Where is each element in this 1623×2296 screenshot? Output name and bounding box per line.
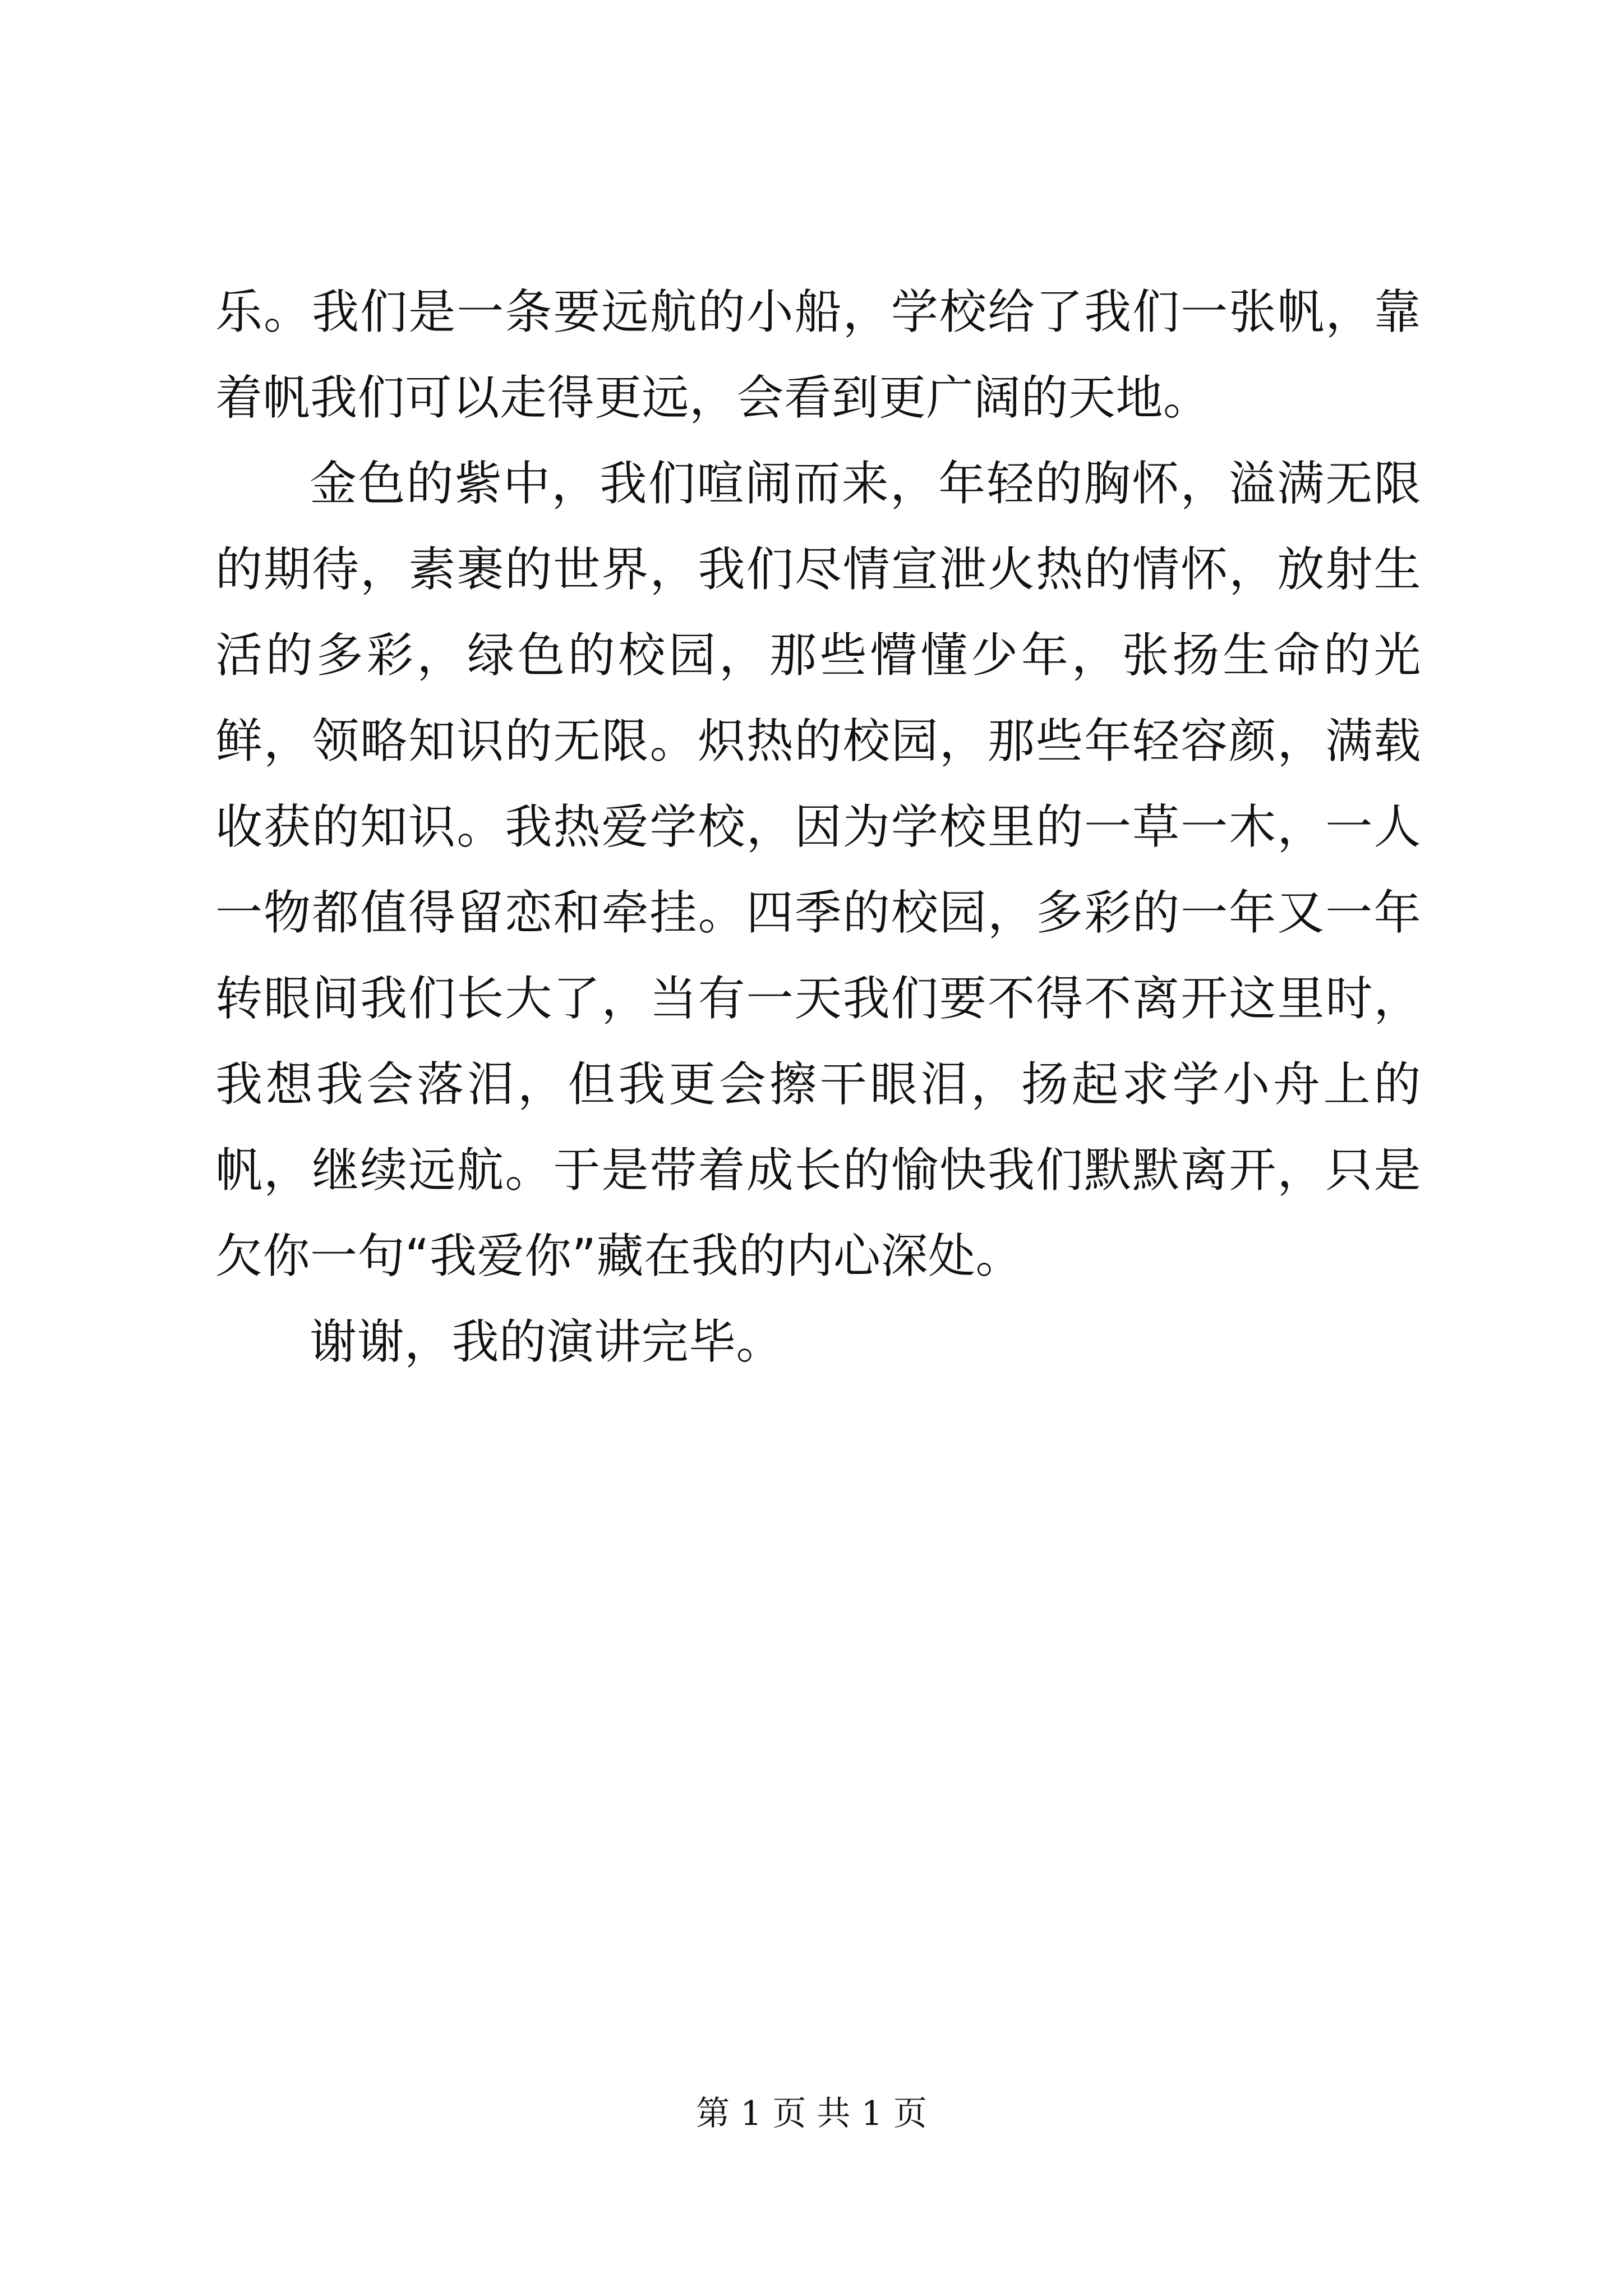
paragraph-continuation: 乐。我们是一条要远航的小船，学校给了我们一张帆，靠着帆我们可以走得更远，会看到更广阔的天地。 xyxy=(215,284,1421,425)
page-footer: 第 1 页 共 1 页 xyxy=(696,2094,927,2133)
document-body xyxy=(215,269,1421,1385)
paragraph-main: 金色的紫中，我们喧闹而来，年轻的胸怀，溢满无限的期待，素裹的世界，我们尽情宣泄火热的情怀，放射生活的多彩，绿色的校园，那些懵懂少年，张扬生命的光鲜，领略知识的无限。炽热的校园，那些年轻容颜，满载收获的知识。我热爱学校，因为学校里的一草一木，一人一物都值得留恋和牵挂。四季的校园，多彩的一年又一年转眼间我们长大了，当有一天我们要不得不离开这里时，我想我会落泪，但我更会擦干眼泪，扬起求学小舟上的帆，继续远航。于是带着成长的愉快我们默默离开，只是欠你一句“我爱你”藏在我的内心深处。 xyxy=(215,456,1421,1283)
paragraph-closing: 谢谢，我的演讲完毕。 xyxy=(310,1314,784,1369)
